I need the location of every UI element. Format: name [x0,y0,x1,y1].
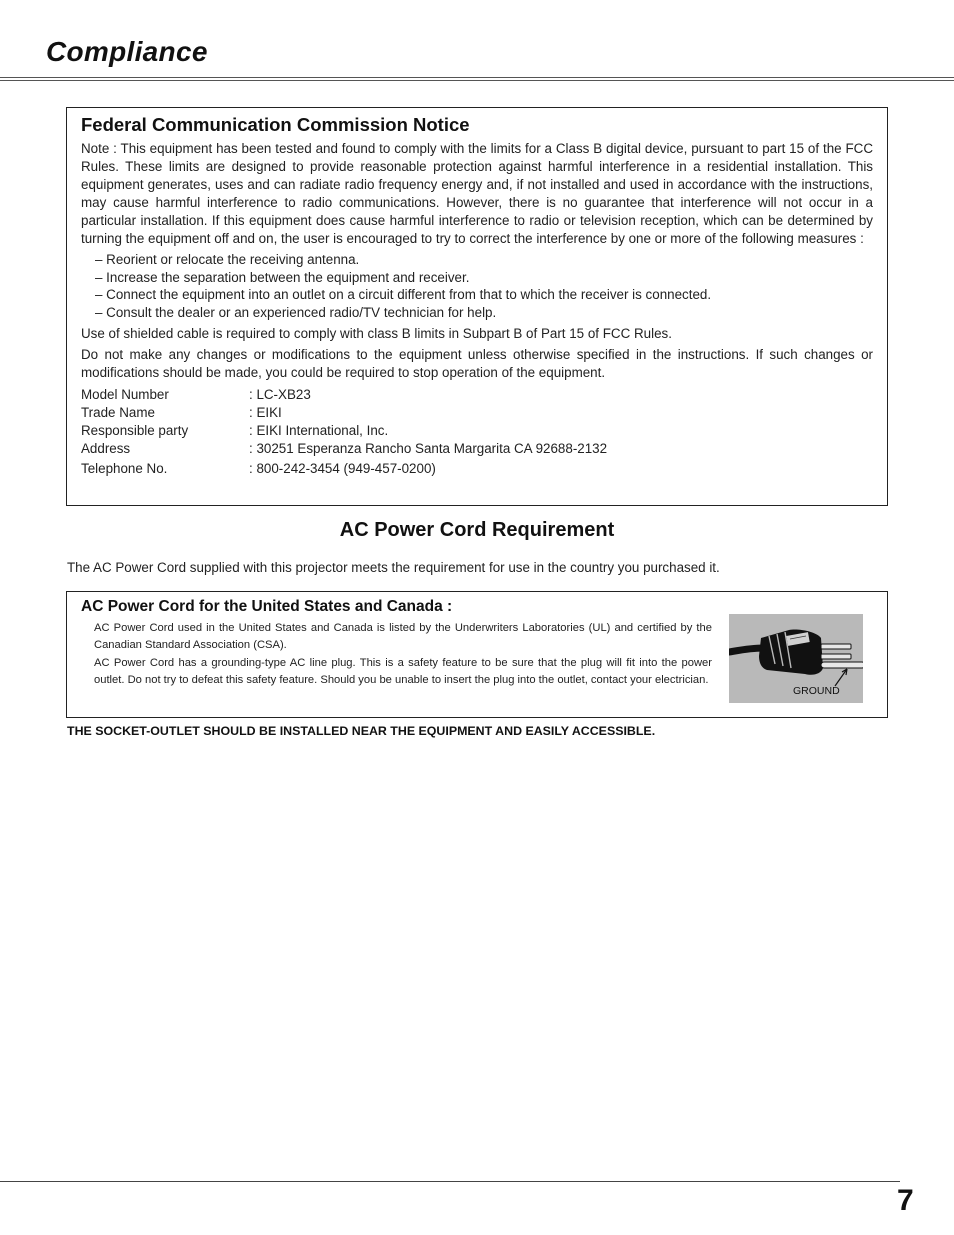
responsible-party-info [81,386,607,478]
ac-box-title: AC Power Cord for the United States and Canada : [81,598,453,615]
list-item: – Consult the dealer or an experienced radio/TV technician for help. [95,304,497,320]
socket-outlet-notice: THE SOCKET-OUTLET SHOULD BE INSTALLED NEAR THE EQUIPMENT AND EASILY ACCESSIBLE. [67,724,656,738]
page-number: 7 [897,1184,914,1217]
list-item: – Increase the separation between the equipment and receiver. [95,269,470,285]
table-row [81,404,607,422]
info-value: : LC-XB23 [249,387,311,402]
grounding-plug-illustration [729,614,863,703]
info-value: : 800-242-3454 (949-457-0200) [249,461,436,476]
table-row [81,440,607,458]
info-label: Telephone No. [81,461,168,476]
info-value: : EIKI International, Inc. [249,423,389,438]
page-title: Compliance [46,36,208,67]
info-label: Address [81,441,131,456]
fcc-measures-list [81,251,873,321]
info-value: : EIKI [249,405,282,420]
info-value: : 30251 Esperanza Rancho Santa Margarita CA 92688-2132 [249,441,608,456]
modifications-paragraph: Do not make any changes or modifications to the equipment unless otherwise specified in the instructions. If such changes or modifications should be made, you could be required to stop operation of the equipment. [81,347,873,380]
table-row [81,422,607,440]
info-label: Responsible party [81,423,189,438]
ground-label: GROUND [793,685,840,697]
ac-paragraph-ul: AC Power Cord used in the United States and Canada is listed by the Underwriters Laboratories (UL) and certified by the Canadian Standard Association (CSA). [94,622,712,652]
ac-paragraph-grounding: AC Power Cord has a grounding-type AC line plug. This is a safety feature to be sure that the plug will fit into the power outlet. Do not try to defeat this safety feature. Should you be unable to insert the plug into the outlet, contact your electrician. [94,656,712,686]
fcc-notice-title: Federal Communication Commission Notice [81,114,470,135]
fcc-notice-box [66,107,888,506]
list-item: – Reorient or relocate the receiving antenna. [95,252,360,267]
ac-power-cord-heading: AC Power Cord Requirement [339,519,615,541]
list-item: – Connect the equipment into an outlet on a circuit different from that to which the receiver is connected. [95,287,712,302]
ac-power-cord-box [66,591,888,718]
shielded-cable-paragraph: Use of shielded cable is required to comply with class B limits in Subpart B of Part 15 of FCC Rules. [81,326,672,341]
footer-rule [0,1181,900,1182]
table-row [81,386,607,404]
info-label: Trade Name [81,405,155,420]
fcc-note-paragraph: Note : This equipment has been tested and found to comply with the limits for a Class B digital device, pursuant to part 15 of the FCC Rules. These limits are designed to provide reasonable protection against harmful interference in a residential installation. This equipment generates, uses and can radiate radio frequency energy and, if not installed and used in accordance with the instructions, may cause harmful interference to radio communications. However, there is no guarantee that interference will not occur in a particular installation. If this equipment does cause harmful interference to radio or television reception, which can be determined by turning the equipment off and on, the user is encouraged to try to correct the interference by one or more of the following measures : [81,141,873,246]
info-label: Model Number [81,387,169,402]
ac-power-cord-intro: The AC Power Cord supplied with this projector meets the requirement for use in the country you purchased it. [67,560,720,575]
ac-box-text [94,620,712,689]
table-row [81,458,607,478]
title-rule [0,77,954,81]
